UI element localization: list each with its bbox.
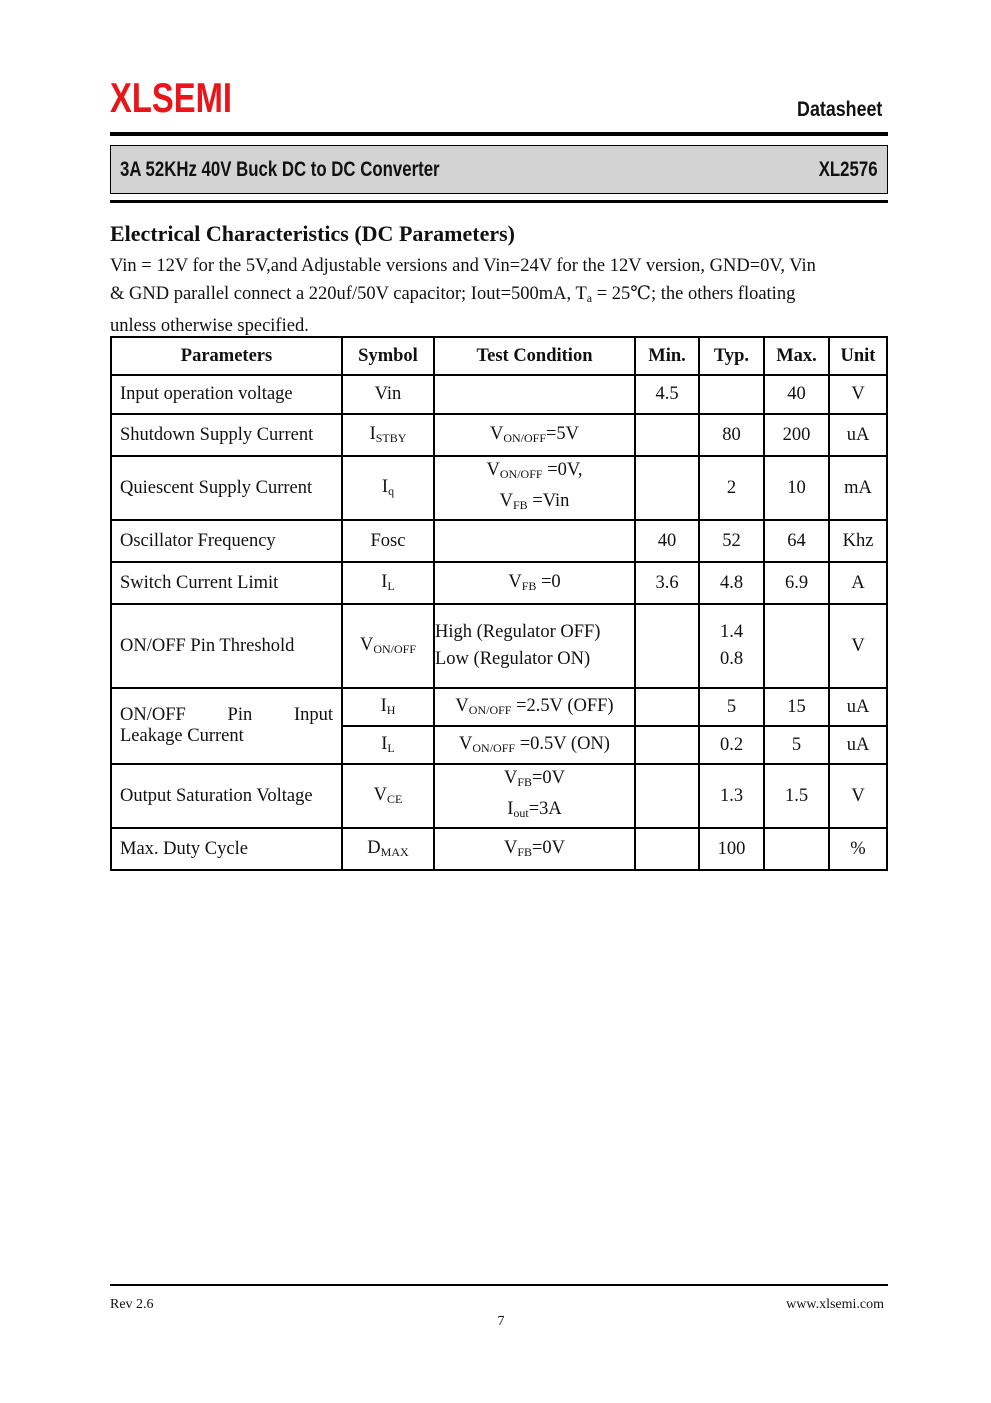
typ-cell	[699, 375, 764, 414]
condition-cell	[434, 456, 635, 520]
website-link[interactable]: www.xlsemi.com	[786, 1297, 884, 1312]
param-line	[120, 705, 341, 726]
typ-cell: 0.2	[699, 726, 764, 764]
intro-line: Vin = 12V for the 5V,and Adjustable versions and Vin=24V for the 12V version, GND=0V, Vin	[110, 256, 816, 276]
unit-cell: Khz	[829, 520, 887, 562]
header-cell: Max.	[764, 337, 829, 375]
typ-value: 1.4	[719, 622, 744, 642]
title-band	[110, 145, 888, 194]
unit-cell: A	[829, 562, 887, 604]
symbol-subscript: L	[387, 579, 395, 593]
table-header-row	[111, 337, 887, 375]
condition-cell	[434, 414, 635, 456]
condition-text: =0V	[532, 768, 566, 788]
condition-cell	[434, 562, 635, 604]
table-row	[111, 375, 887, 414]
symbol-cell	[342, 688, 434, 726]
unit-cell: V	[829, 375, 887, 414]
max-cell: 1.5	[764, 764, 829, 828]
param-word: Pin	[227, 705, 253, 725]
typ-cell: 5	[699, 688, 764, 726]
condition-text: V	[489, 424, 504, 444]
min-cell	[635, 828, 699, 870]
typ-cell: 80	[699, 414, 764, 456]
document-type: Datasheet	[796, 98, 882, 121]
min-cell	[635, 456, 699, 520]
table-row	[111, 414, 887, 456]
param-cell: Max. Duty Cycle	[111, 828, 342, 870]
min-cell: 4.5	[635, 375, 699, 414]
condition-cell	[434, 688, 635, 726]
condition-text: =2.5V (OFF)	[511, 696, 614, 716]
param-line: Leakage Current	[120, 726, 244, 746]
unit-cell: V	[829, 764, 887, 828]
min-cell	[635, 688, 699, 726]
min-cell	[635, 726, 699, 764]
symbol-subscript: STBY	[375, 431, 407, 445]
header-rule	[110, 132, 888, 136]
header-cell: Parameters	[111, 337, 342, 375]
footer-rule	[110, 1284, 888, 1286]
min-cell	[635, 764, 699, 828]
symbol-text: D	[367, 838, 381, 858]
symbol-text: I	[380, 696, 387, 716]
table-row	[111, 604, 887, 688]
param-word: ON/OFF	[120, 705, 186, 725]
page-number: 7	[497, 1314, 505, 1329]
param-cell: Quiescent Supply Current	[111, 456, 342, 520]
symbol-text: I	[381, 477, 389, 497]
symbol-cell	[342, 604, 434, 688]
table-row	[111, 688, 887, 726]
condition-text: =0V	[532, 838, 566, 858]
condition-text: =0V,	[542, 460, 583, 480]
condition-cell	[434, 375, 635, 414]
symbol-text: V	[373, 785, 388, 805]
max-cell: 10	[764, 456, 829, 520]
header-cell: Min.	[635, 337, 699, 375]
symbol-subscript: q	[388, 484, 395, 498]
intro-subscript: a	[586, 291, 593, 305]
intro-line	[110, 280, 890, 312]
table-row	[111, 456, 887, 520]
symbol-cell	[342, 726, 434, 764]
condition-text: V	[459, 734, 473, 754]
symbol-text: V	[359, 635, 374, 655]
condition-subscript: ON/OFF	[468, 703, 512, 717]
unit-cell: V	[829, 604, 887, 688]
symbol-subscript: ON/OFF	[373, 642, 417, 656]
min-cell: 3.6	[635, 562, 699, 604]
condition-subscript: ON/OFF	[499, 467, 543, 481]
condition-line	[435, 457, 634, 488]
param-cell: ON/OFF Pin Threshold	[111, 604, 342, 688]
table-row	[111, 828, 887, 870]
condition-subscript: FB	[521, 579, 537, 593]
condition-subscript: ON/OFF	[472, 741, 516, 755]
condition-line	[435, 488, 634, 519]
condition-text: =0.5V (ON)	[515, 734, 610, 754]
condition-cell	[434, 764, 635, 828]
intro-text: = 25℃; the others floating	[592, 284, 796, 304]
table-row	[111, 562, 887, 604]
typ-cell: 1.3	[699, 764, 764, 828]
title-rule	[110, 200, 888, 203]
condition-text: =5V	[546, 424, 580, 444]
max-cell: 15	[764, 688, 829, 726]
condition-cell	[434, 604, 635, 688]
section-title: Electrical Characteristics (DC Parameters)	[110, 221, 515, 246]
condition-subscript: FB	[512, 498, 528, 512]
condition-cell	[434, 520, 635, 562]
unit-cell: uA	[829, 414, 887, 456]
condition-text: V	[455, 696, 469, 716]
symbol-cell	[342, 414, 434, 456]
condition-text: I	[507, 799, 514, 819]
typ-cell: 4.8	[699, 562, 764, 604]
condition-line: High (Regulator OFF)	[435, 622, 601, 642]
condition-subscript: out	[513, 806, 529, 820]
symbol-subscript: H	[386, 703, 396, 717]
condition-text: =3A	[528, 799, 562, 819]
typ-cell: 52	[699, 520, 764, 562]
company-logo: XLSEMI	[110, 74, 232, 121]
header-cell: Unit	[829, 337, 887, 375]
symbol-cell: Fosc	[342, 520, 434, 562]
condition-subscript: ON/OFF	[503, 431, 546, 445]
section-intro	[110, 252, 890, 340]
unit-cell: uA	[829, 688, 887, 726]
symbol-cell	[342, 562, 434, 604]
min-cell	[635, 604, 699, 688]
condition-cell	[434, 828, 635, 870]
typ-cell: 100	[699, 828, 764, 870]
symbol-text: I	[381, 572, 388, 592]
param-cell	[111, 688, 342, 764]
param-cell: Output Saturation Voltage	[111, 764, 342, 828]
min-cell: 40	[635, 520, 699, 562]
condition-text: =Vin	[527, 491, 570, 511]
max-cell	[764, 604, 829, 688]
condition-cell	[434, 726, 635, 764]
max-cell: 200	[764, 414, 829, 456]
table-row	[111, 764, 887, 828]
condition-line	[435, 765, 634, 796]
symbol-subscript: MAX	[380, 845, 409, 859]
condition-text: V	[503, 768, 518, 788]
header-cell: Symbol	[342, 337, 434, 375]
symbol-text: I	[381, 734, 388, 754]
unit-cell: mA	[829, 456, 887, 520]
condition-line: Low (Regulator ON)	[435, 649, 591, 669]
typ-cell: 2	[699, 456, 764, 520]
symbol-subscript: L	[387, 741, 395, 755]
max-cell: 5	[764, 726, 829, 764]
symbol-cell	[342, 828, 434, 870]
header-cell: Typ.	[699, 337, 764, 375]
typ-value: 0.8	[719, 649, 744, 669]
param-word: Input	[293, 705, 333, 725]
symbol-cell	[342, 456, 434, 520]
condition-text: V	[508, 572, 522, 592]
max-cell	[764, 828, 829, 870]
typ-cell	[699, 604, 764, 688]
symbol-cell	[342, 764, 434, 828]
dc-parameters-table	[110, 336, 888, 871]
min-cell	[635, 414, 699, 456]
revision: Rev 2.6	[110, 1297, 154, 1312]
condition-subscript: FB	[517, 775, 532, 789]
header-cell: Test Condition	[434, 337, 635, 375]
condition-text: V	[503, 838, 518, 858]
param-cell: Shutdown Supply Current	[111, 414, 342, 456]
table-row	[111, 520, 887, 562]
intro-text: & GND parallel connect a 220uf/50V capacitor; Iout=500mA, T	[110, 284, 587, 304]
param-cell: Oscillator Frequency	[111, 520, 342, 562]
symbol-subscript: CE	[387, 792, 403, 806]
max-cell: 40	[764, 375, 829, 414]
max-cell: 64	[764, 520, 829, 562]
condition-text: V	[486, 460, 500, 480]
intro-line: unless otherwise specified.	[110, 316, 309, 336]
condition-line	[435, 796, 634, 827]
product-title: 3A 52KHz 40V Buck DC to DC Converter	[120, 158, 440, 181]
part-number: XL2576	[819, 158, 878, 181]
condition-text: V	[499, 491, 513, 511]
max-cell: 6.9	[764, 562, 829, 604]
condition-subscript: FB	[517, 845, 532, 859]
condition-text: =0	[536, 572, 561, 592]
param-cell: Input operation voltage	[111, 375, 342, 414]
unit-cell: uA	[829, 726, 887, 764]
param-cell: Switch Current Limit	[111, 562, 342, 604]
unit-cell: %	[829, 828, 887, 870]
symbol-cell: Vin	[342, 375, 434, 414]
symbol-text: I	[369, 424, 376, 444]
